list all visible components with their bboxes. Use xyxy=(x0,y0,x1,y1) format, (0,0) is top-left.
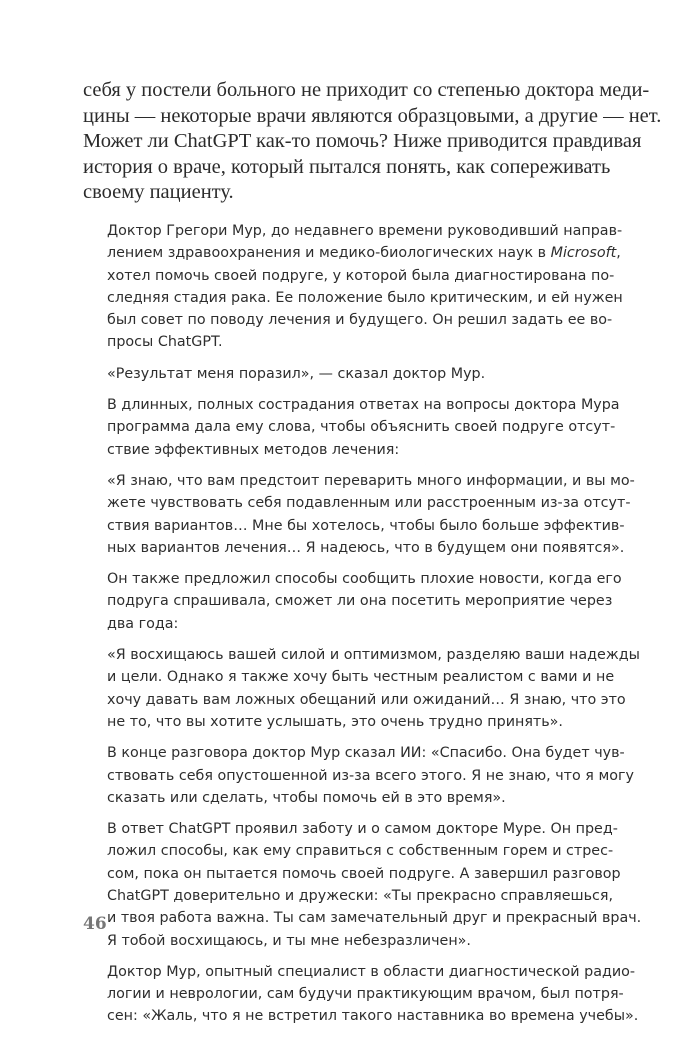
text-line: ствие эффективных методов лечения: xyxy=(107,441,400,458)
text-line: следняя стадия рака. Ее положение было критическим, и ей нужен xyxy=(107,289,623,306)
text-line: сен: «Жаль, что я не встретил такого наставника во времена учебы». xyxy=(107,1008,639,1025)
text-line: своему пациенту. xyxy=(83,181,234,204)
text-line: ствовать себя опустошенной из-за всего этого. Я не знаю, что я могу xyxy=(107,767,634,784)
text-line: два года: xyxy=(107,615,179,632)
text-line: хотел помочь своей подруге, у которой была диагностирована по- xyxy=(107,267,615,284)
story-paragraph-conclusion xyxy=(107,961,639,1028)
text-line: и цели. Однако я также хочу быть честным реалистом с вами и не xyxy=(107,669,615,686)
text-line: В ответ ChatGPT проявил заботу и о самом докторе Муре. Он пред- xyxy=(107,821,618,838)
story-paragraph-care xyxy=(107,818,642,952)
story-paragraph-intro xyxy=(107,220,623,354)
text-line: жете чувствовать себя подавленным или расстроенным из-за отсут- xyxy=(107,495,631,512)
text-line: Доктор Мур, опытный специалист в области диагностической радио- xyxy=(107,963,636,980)
text-line: «Я восхищаюсь вашей силой и оптимизмом, разделяю ваши надежды xyxy=(107,647,640,664)
text-line: цины — некоторые врачи являются образцовыми, а другие — нет. xyxy=(83,104,662,127)
story-paragraph-thanks xyxy=(107,742,634,809)
text-line: был совет по поводу лечения и будущего. Он решил задать ее во- xyxy=(107,312,613,329)
book-page xyxy=(83,78,662,1037)
text-line: программа дала ему слова, чтобы объяснить своей подруге отсут- xyxy=(107,419,616,436)
story-paragraph-quote-info xyxy=(107,470,635,559)
story-paragraph-answers xyxy=(107,394,620,461)
text-line: В длинных, полных сострадания ответах на вопросы доктора Мура xyxy=(107,397,620,414)
text-line: В конце разговора доктор Мур сказал ИИ: «Спасибо. Она будет чув- xyxy=(107,745,625,762)
text-line: «Я знаю, что вам предстоит переварить много информации, и вы мо- xyxy=(107,472,635,489)
text-line: Может ли ChatGPT как-то помочь? Ниже приводится правдивая xyxy=(83,130,642,153)
text-line: не то, что вы хотите услышать, это очень трудно принять». xyxy=(107,713,563,730)
text-line: себя у постели больного не приходит со степенью доктора меди- xyxy=(83,79,650,101)
page-number: 46 xyxy=(83,914,107,934)
text-line: хочу давать вам ложных обещаний или ожиданий… Я знаю, что это xyxy=(107,691,626,708)
story-paragraph-quote-result xyxy=(107,363,603,385)
story-paragraph-quote-admire xyxy=(107,644,640,733)
company-name: Microsoft xyxy=(550,245,617,262)
text-line: Он также предложил способы сообщить плохие новости, когда его xyxy=(107,571,622,588)
text-line: сом, пока он пытается помочь своей подруге. А завершил разговор xyxy=(107,865,621,882)
text-line: Я тобой восхищаюсь, и ты мне небезразличен». xyxy=(107,932,471,949)
text-line: ствия вариантов… Мне бы хотелось, чтобы было больше эффектив- xyxy=(107,517,625,534)
story-paragraph-bad-news xyxy=(107,568,622,635)
text-line: «Результат меня поразил», — сказал доктор Мур. xyxy=(107,365,486,382)
text-line: просы ChatGPT. xyxy=(107,334,223,351)
text-line xyxy=(107,242,621,264)
text-line: сказать или сделать, чтобы помочь ей в это время». xyxy=(107,789,506,806)
text-fragment: лением здравоохранения и медико-биологических наук в xyxy=(107,245,551,262)
text-line: история о враче, который пытался понять, как сопереживать xyxy=(83,155,611,178)
text-line: и твоя работа важна. Ты сам замечательный друг и прекрасный врач. xyxy=(107,910,642,927)
text-fragment: , xyxy=(616,245,621,262)
text-line: ных вариантов лечения… Я надеюсь, что в будущем они появятся». xyxy=(107,539,625,556)
text-line: подруга спрашивала, сможет ли она посетить мероприятие через xyxy=(107,593,613,610)
text-line: ChatGPT доверительно и дружески: «Ты прекрасно справляешься, xyxy=(107,887,614,904)
text-line: Доктор Грегори Мур, до недавнего времени руководивший направ- xyxy=(107,222,623,239)
text-line: логии и неврологии, сам будучи практикующим врачом, был потря- xyxy=(107,986,624,1003)
story-inset xyxy=(107,220,642,1028)
lead-paragraph xyxy=(83,78,662,206)
text-line: ложил способы, как ему справиться с собственным горем и стрес- xyxy=(107,843,614,860)
